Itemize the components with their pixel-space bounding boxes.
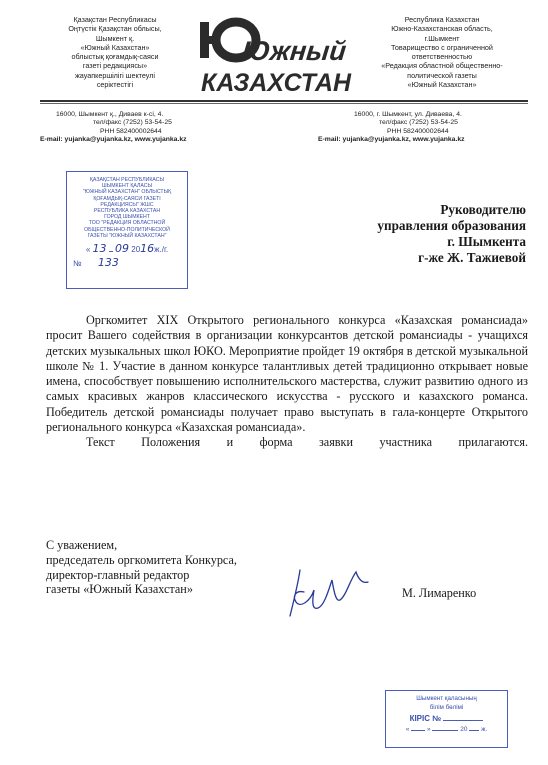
stamp-date-day: 13 [92, 242, 107, 256]
addressee-line: управления образования [377, 218, 526, 233]
addressee-line: Руководителю [440, 202, 526, 217]
letterhead-left-line: Оңтүстік Қазақстан облысы, [68, 24, 162, 34]
stamp-line: РЕСПУБЛИКА КАЗАХСТАН [93, 208, 161, 215]
letterhead-right-line: «Южный Казахстан» [407, 80, 477, 90]
address-street: 16000, г. Шымкент, ул. Диваева, 4. [354, 111, 462, 118]
body-paragraph: Оргкомитет XIX Открытого регионального конкурса «Казахская романсиада» просит Вашего содействия в организации конкурсантов детской романсиады - учащихся детских музыкальных школ ЮКО. Мероприятие пройдет 19 октября в детской музыкальной школе № 1. Участие в данном конкурсе талантливых детей традиционно открывает новые имена, способствует повышению исполнительского мастерства, служит развитию одного из самых красивых жанров классического искусства - русского и казахского романса. Победитель детской романсиады получает право выступать в гала-концерте Открытого регионального конкурса «Казахская романсиада». [46, 313, 528, 435]
letterhead-left-line: облыстық қоғамдық-саяси [71, 52, 159, 62]
letterhead-divider [40, 100, 528, 102]
stamp-date-year-prefix: 20 [131, 245, 141, 255]
addressee-line: г-же Ж. Тажиевой [418, 250, 526, 265]
stamp-line: ГАЗЕТЫ "ЮЖНЫЙ КАЗАХСТАН" [87, 232, 167, 239]
letterhead-right-line: ответственностью [411, 52, 473, 62]
logo-word-kazakhstan: КАЗАХСТАН [201, 69, 352, 96]
letterhead-left-line: газеті редакциясы» [82, 61, 148, 71]
address-street: 16000, Шымкент қ., Диваев к-сі, 4. [56, 111, 164, 118]
address-phone: тел/факс (7252) 53-54-25 [93, 119, 172, 127]
letterhead-right-line: Товарищество с ограниченной [391, 42, 493, 52]
stamp-number [67, 256, 187, 272]
stamp2-line: білім бөлімі [429, 704, 464, 711]
stamp-line: ШЫМКЕНТ ҚАЛАСЫ [101, 183, 153, 190]
closing-line: директор-главный редактор [46, 567, 190, 582]
letterhead-right-line: Республика Казахстан [404, 15, 480, 24]
letterhead-divider-thin [40, 103, 528, 104]
stamp2-line: Шымкент қаласының [416, 695, 477, 702]
stamp-date [67, 242, 187, 258]
letterhead-left-line: «Южный Казахстан» [80, 42, 150, 52]
handwritten-signature [282, 562, 372, 622]
stamp2-date [386, 725, 507, 734]
stamp-line: ҚАЗАҚСТАН РЕСПУБЛИКАСЫ [89, 177, 165, 183]
closing-line: председатель оргкомитета Конкурса, [46, 552, 237, 567]
letterhead-right-line: г.Шымкент [424, 33, 460, 43]
stamp2-date-open: « [405, 726, 410, 733]
address-rnn: РНН 582400002644 [387, 127, 449, 135]
letterhead-right-line: Южно-Казахстанская область, [391, 24, 493, 34]
stamp-line: ОБЩЕСТВЕННО-ПОЛИТИЧЕСКОЙ [84, 226, 170, 233]
letterhead-left-line: жауапкершілігі шектеулі [74, 70, 156, 80]
stamp-line: "ЮЖНЫЙ КАЗАХСТАН" ОБЛЫСТЫҚ [82, 189, 172, 196]
letter-body [46, 313, 528, 451]
letterhead-right-line: «Редакция областной общественно- [381, 61, 503, 71]
registration-stamp [66, 171, 188, 289]
addressee-block [377, 202, 526, 266]
address-left [40, 111, 236, 145]
stamp-date-year: 16 [140, 242, 155, 256]
incoming-stamp [385, 690, 508, 748]
stamp2-date-year: 20 [460, 726, 468, 733]
addressee-line: г. Шымкента [447, 234, 526, 249]
stamp-date-month: 09 [115, 242, 130, 256]
stamp2-kiris-label: КІРІС № [409, 714, 442, 723]
logo-word-yuzhny: Южный [240, 35, 348, 66]
stamp-date-open: « [85, 245, 91, 255]
letterhead-left-line: Шымкент қ. [95, 33, 135, 43]
stamp-date-suffix: ж./г. [154, 245, 169, 255]
stamp2-date-suffix: ж. [481, 726, 488, 733]
letterhead-left-line: серіктестігі [96, 80, 134, 90]
stamp-line: ҚОҒАМДЫҚ-САЯСИ ГАЗЕТІ [93, 195, 161, 202]
address-email: E-mail: yujanka@yujanka.kz, www.yujanka.kz [40, 136, 187, 144]
signer-name: М. Лимаренко [402, 586, 477, 600]
body-paragraph: Текст Положения и форма заявки участника прилагаются. [86, 435, 528, 450]
closing-line: газеты «Южный Казахстан» [46, 582, 193, 597]
letterhead-left [40, 15, 190, 89]
stamp-number-value: 133 [97, 256, 119, 270]
closing-line: С уважением, [46, 538, 118, 552]
address-right [318, 111, 534, 145]
address-rnn: РНН 582400002644 [100, 127, 162, 135]
address-email: E-mail: yujanka@yujanka.kz, www.yujanka.kz [318, 136, 465, 144]
stamp2-kiris [386, 714, 507, 723]
closing-block [46, 538, 237, 597]
letterhead-left-line: Қазақстан Республикасы [73, 15, 157, 24]
stamp-line: ГОРОД ШЫМКЕНТ [104, 214, 150, 221]
stamp2-date-close: » [426, 726, 431, 733]
letterhead-right-line: политической газеты [407, 70, 477, 80]
newspaper-logo [196, 14, 356, 96]
letterhead-right [358, 15, 526, 89]
stamp-number-label: № [73, 259, 82, 269]
address-phone: тел/факс (7252) 53-54-25 [379, 119, 458, 127]
stamp-line: ТОО "РЕДАКЦИЯ ОБЛАСТНОЙ [88, 220, 166, 227]
stamp-line: РЕДАКЦИЯСЫ" ЖШС [100, 201, 154, 208]
